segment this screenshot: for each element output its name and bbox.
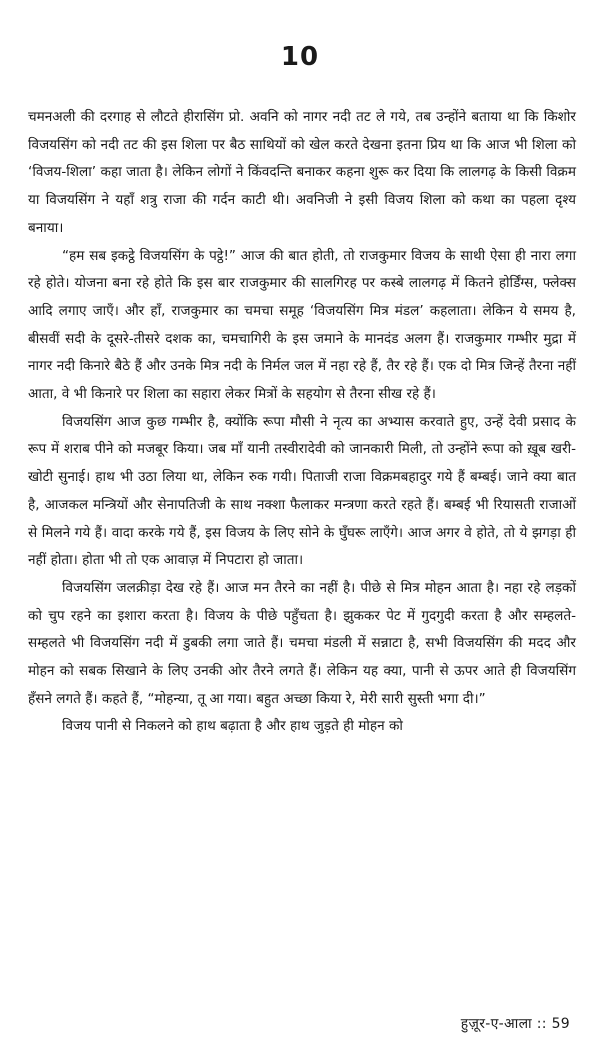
body-text bbox=[28, 104, 576, 741]
paragraph-3: विजयसिंग आज कुछ गम्भीर है, क्योंकि रूपा मौसी ने नृत्य का अभ्यास करवाते हुए, उन्हें देवी प्रसाद के रूप में शराब पीने को मजबूर किया। जब माँ यानी तस्वीरादेवी को जानकारी मिली, तो उन्होंने रूपा को ख़ूब खरी-खोटी सुनाई। हाथ भी उठा लिया था, लेकिन रुक गयी। पिताजी राजा विक्रमबहादुर गये हैं बम्बई। जाने क्या बात है, आजकल मन्त्रियों और सेनापतिजी के साथ नक्शा फैलाकर मन्त्रणा करते रहते हैं। बम्बई भी रियासती राजाओं से मिलने गये हैं। वादा करके गये हैं, इस विजय के लिए सोने के घुँघरू लाएँगे। आज अगर वे होते, तो ये झगड़ा ही नहीं होता। होता भी तो एक आवाज़ में निपटारा हो जाता। bbox=[28, 413, 576, 569]
chapter-number: 10 bbox=[280, 42, 320, 72]
page-number: 59 bbox=[551, 1016, 570, 1032]
paragraph-2: “हम सब इकट्ठे विजयसिंग के पट्ठे!” आज की बात होती, तो राजकुमार विजय के साथी ऐसा ही नारा लगा रहे होते। योजना बना रहे होते कि इस बार राजकुमार की सालगिरह पर कस्बे लालगढ़ में कितने होर्डिंग्स, फ्लेक्स आदि लगाए जाएँ। और हाँ, राजकुमार का चमचा समूह ‘विजयसिंग मित्र मंडल’ कहलाता। लेकिन ये समय है, बीसवीं सदी के दूसरे-तीसरे दशक का, चमचागिरी के इस जमाने के मानदंड अलग हैं। राजकुमार गम्भीर मुद्रा में नागर नदी किनारे बैठे हैं और उनके मित्र नदी के निर्मल जल में नहा रहे हैं, तैर रहे हैं। एक दो मित्र जिन्हें तैरना नहीं आता, वे भी किनारे पर शिला का सहारा लेकर मित्रों के सहयोग से तैरना सीख रहे हैं। bbox=[28, 247, 576, 403]
running-title: हुज़ूर-ए-आला bbox=[460, 1016, 532, 1032]
footer-separator: :: bbox=[536, 1016, 547, 1032]
page-footer bbox=[461, 1014, 570, 1033]
paragraph-5: विजय पानी से निकलने को हाथ बढ़ाता है और हाथ जुड़ते ही मोहन को bbox=[62, 718, 403, 735]
paragraph-1: चमनअली की दरगाह से लौटते हीरासिंग प्रो. अवनि को नागर नदी तट ले गये, तब उन्होंने बताया था कि किशोर विजयसिंग को नदी तट की इस शिला पर बैठ साथियों को खेल करते देखना इतना प्रिय था कि आज भी शिला को ‘विजय-शिला’ कहा जाता है। लेकिन लोगों ने किंवदन्ति बनाकर कहना शुरू कर दिया कि लालगढ़ के किसी विक्रम या विजयसिंग ने यहाँ शत्रु राजा की गर्दन काटी थी। अवनिजी ने इसी विजय शिला को कथा का पहला दृश्य बनाया। bbox=[28, 109, 576, 236]
paragraph-4: विजयसिंग जलक्रीड़ा देख रहे हैं। आज मन तैरने का नहीं है। पीछे से मित्र मोहन आता है। नहा रहे लड़कों को चुप रहने का इशारा करता है। विजय के पीछे पहुँचता है। झुककर पेट में गुदगुदी करता है और सम्हलते-सम्हलते भी विजयसिंग नदी में डुबकी लगा जाते हैं। चमचा मंडली में सन्नाटा है, सभी विजयसिंग की मदद और मोहन को सबक सिखाने के लिए उनकी ओर तैरने लगते हैं। लेकिन यह क्या, पानी से ऊपर आते ही विजयसिंग हँसने लगते हैं। कहते हैं, “मोहन्या, तू आ गया। बहुत अच्छा किया रे, मेरी सारी सुस्ती भगा दी।” bbox=[28, 579, 576, 707]
